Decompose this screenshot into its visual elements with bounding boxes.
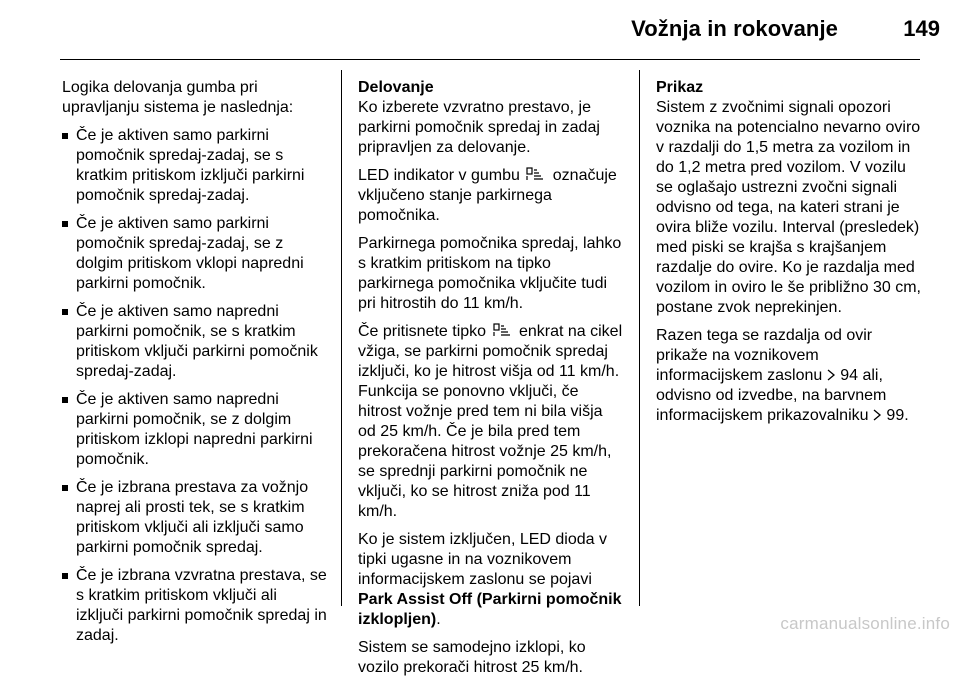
list-item <box>62 566 327 646</box>
bullet-square-icon <box>62 309 68 315</box>
bullet-text: Če je izbrana vzvratna prestava, se s kratkim pritiskom vključi ali izključi parkirni pomočnik spredaj in zadaj. <box>76 567 327 644</box>
intro-paragraph: Logika delovanja gumba pri upravljanju sistema je naslednja: <box>62 79 294 116</box>
bullet-square-icon <box>62 573 68 579</box>
paragraph: Sistem se samodejno izklopi, ko vozilo prekorači hitrost 25 km/h. <box>358 639 586 676</box>
text-run: . <box>436 611 441 628</box>
column-divider-2 <box>639 70 640 606</box>
text-run: . <box>904 407 909 424</box>
bullet-text: Če je izbrana prestava za vožnjo naprej ali prosti tek, se s kratkim pritiskom vključi ali izključi samo parkirni pomočnik spredaj. <box>76 479 309 556</box>
park-assist-icon <box>493 323 513 337</box>
page-reference-link[interactable]: 94 <box>840 367 858 384</box>
display-message: Park Assist Off (Parkirni pomočnik izklopljen) <box>358 591 622 628</box>
page-number: 149 <box>903 16 940 41</box>
bullet-square-icon <box>62 133 68 139</box>
paragraph: Ko izberete vzvratno prestavo, je parkirni pomočnik spredaj in zadaj pripravljen za delovanje. <box>358 99 600 156</box>
column-divider-1 <box>341 70 342 606</box>
watermark: carmanualsonline.info <box>780 614 950 633</box>
text-run: Razen tega se razdalja od ovir prikaže na voznikovem informacijskem zaslonu <box>656 327 873 384</box>
column-3 <box>656 78 922 434</box>
text-run: Ko je sistem izključen, LED dioda v tipki ugasne in na voznikovem informacijskem zaslonu se pojavi <box>358 531 607 588</box>
paragraph: Sistem z zvočnimi signali opozori voznika na potencialno nevarno oviro v razdalji do 1,5 metra za vozilom in do 1,2 metra pred vozilom. V vozilu se oglašajo ustrezni zvočni signali odvisno od tega, na kateri strani je ovira bliže vozilu. Interval (presledek) med piski se krajša s krajšanjem razdalje do ovire. Ko je razdalja med vozilom in oviro le še približno 30 cm, postane zvok neprekinjen. <box>656 99 921 316</box>
list-item <box>62 214 327 294</box>
text-run: označuje vključeno stanje parkirnega pomočnika. <box>358 167 617 224</box>
list-item <box>62 390 327 470</box>
bullet-text: Če je aktiven samo napredni parkirni pomočnik, se z dolgim pritiskom izklopi napredni parkirni pomočnik. <box>76 391 313 468</box>
column-1 <box>62 78 327 654</box>
bullet-list <box>62 126 327 646</box>
section-heading-delovanje: Delovanje <box>358 79 434 96</box>
bullet-square-icon <box>62 485 68 491</box>
text-run: ali, odvisno od izvedbe, na barvnem informacijskem prikazovalniku <box>656 367 887 424</box>
section-title: Vožnja in rokovanje <box>631 16 838 41</box>
text-run: Če pritisnete tipko <box>358 323 487 340</box>
list-item <box>62 478 327 558</box>
bullet-text: Če je aktiven samo parkirni pomočnik spredaj-zadaj, se z dolgim pritiskom vklopi napredni parkirni pomočnik. <box>76 215 304 292</box>
header-rule <box>60 59 920 60</box>
park-assist-icon <box>526 167 546 181</box>
bullet-text: Če je aktiven samo napredni parkirni pomočnik, se s kratkim pritiskom vključi parkirni pomočnik spredaj-zadaj. <box>76 303 318 380</box>
page-reference-arrow-icon <box>827 369 836 381</box>
bullet-square-icon <box>62 221 68 227</box>
page-reference-link[interactable]: 99 <box>886 407 905 424</box>
section-heading-prikaz: Prikaz <box>656 79 704 96</box>
list-item <box>62 126 327 206</box>
column-2 <box>358 78 624 686</box>
bullet-square-icon <box>62 397 68 403</box>
paragraph <box>358 530 624 630</box>
list-item <box>62 302 327 382</box>
bullet-text: Če je aktiven samo parkirni pomočnik spredaj-zadaj, se s kratkim pritiskom izključi parkirni pomočnik spredaj-zadaj. <box>76 127 305 204</box>
paragraph <box>656 326 922 426</box>
paragraph <box>358 322 624 522</box>
text-run: LED indikator v gumbu <box>358 167 520 184</box>
paragraph <box>358 166 624 226</box>
page-reference-arrow-icon <box>873 409 882 421</box>
paragraph: Parkirnega pomočnika spredaj, lahko s kratkim pritiskom na tipko parkirnega pomočnika vključite tudi pri hitrostih do 11 km/h. <box>358 235 622 312</box>
text-run: enkrat na cikel vžiga, se parkirni pomočnik spredaj izključi, ko je hitrost višja od 11 km/h. Funkcija se ponovno vključi, če hitrost vožnje pred tem ni bila višja od 25 km/h. Če je bila pred tem prekoračena hitrost vožnje 25 km/h, se sprednji parkirni pomočnik ne vključi, ko se hitrost zniža pod 11 km/h. <box>358 323 623 520</box>
